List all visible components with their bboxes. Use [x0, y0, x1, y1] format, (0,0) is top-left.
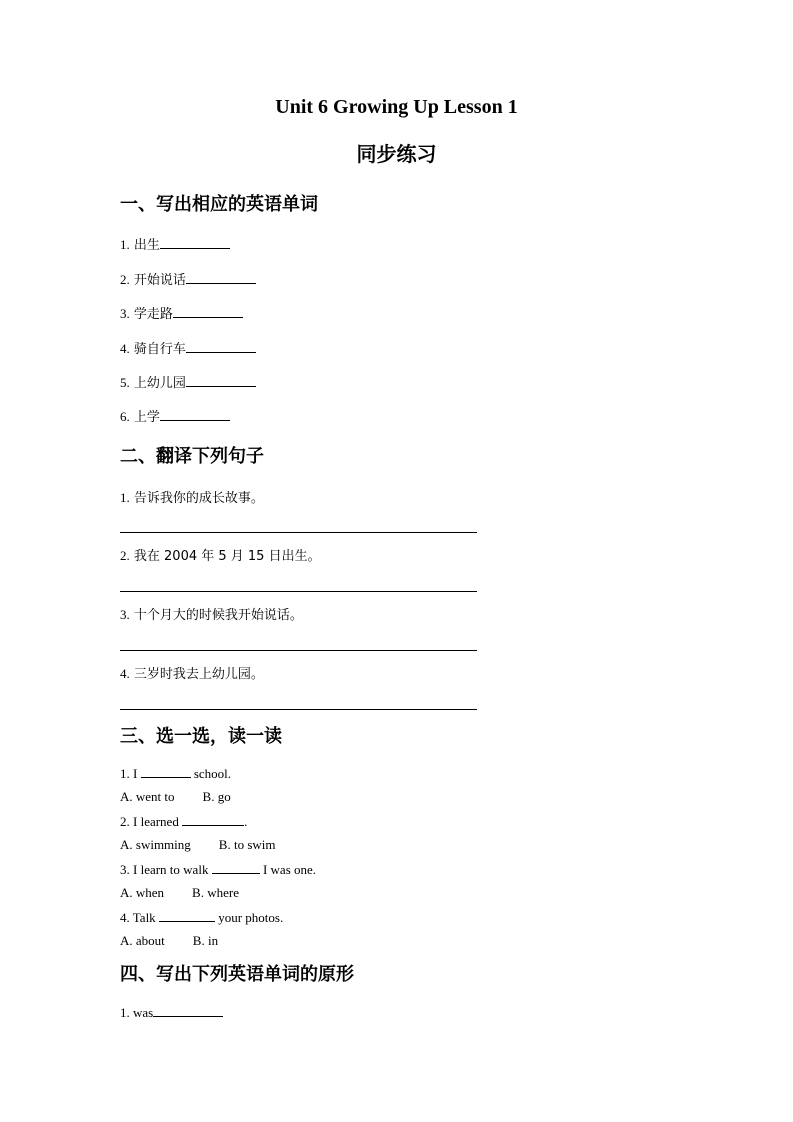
page-title: Unit 6 Growing Up Lesson 1 — [275, 96, 518, 118]
section4-heading: 四、写出下列英语单词的原形 — [120, 964, 354, 985]
answer-blank[interactable] — [160, 408, 230, 421]
list-item: 1. 出生 — [120, 234, 230, 253]
answer-blank[interactable] — [186, 374, 256, 387]
list-item: 4. 骑自行车 — [120, 338, 256, 357]
answer-line[interactable] — [120, 650, 477, 651]
question: 1. I school. — [120, 766, 232, 781]
section3-heading: 三、选一选，读一读 — [120, 726, 282, 747]
answer-blank[interactable] — [186, 271, 256, 284]
list-item: 2. 我在 2004 年 5 月 15 日出生。 — [120, 548, 321, 564]
question: 2. I learned . — [120, 814, 248, 829]
answer-blank[interactable] — [160, 236, 230, 249]
section1-heading: 一、写出相应的英语单词 — [120, 194, 318, 215]
options-row: A. when B. where — [120, 885, 239, 900]
question: 3. I learn to walk I was one. — [120, 862, 317, 877]
page-subtitle: 同步练习 — [356, 142, 437, 166]
list-item: 4. 三岁时我去上幼儿园。 — [120, 666, 264, 682]
question: 4. Talk your photos. — [120, 910, 284, 925]
options-row: A. about B. in — [120, 933, 219, 948]
answer-line[interactable] — [120, 532, 477, 533]
options-row: A. swimming B. to swim — [120, 837, 276, 852]
list-item: 6. 上学 — [120, 406, 230, 425]
answer-blank[interactable] — [212, 861, 260, 874]
list-item: 3. 学走路 — [120, 303, 243, 322]
answer-blank[interactable] — [186, 340, 256, 353]
section2-heading: 二、翻译下列句子 — [120, 446, 264, 467]
answer-blank[interactable] — [182, 813, 244, 826]
answer-blank[interactable] — [159, 909, 215, 922]
list-item: 1. 告诉我你的成长故事。 — [120, 490, 264, 506]
answer-blank[interactable] — [153, 1004, 223, 1017]
list-item: 3. 十个月大的时候我开始说话。 — [120, 607, 303, 623]
list-item: 1. was — [120, 1004, 223, 1021]
answer-blank[interactable] — [173, 305, 243, 318]
options-row: A. went to B. go — [120, 789, 231, 804]
list-item: 5. 上幼儿园 — [120, 372, 256, 391]
answer-blank[interactable] — [141, 765, 191, 778]
answer-line[interactable] — [120, 709, 477, 710]
answer-line[interactable] — [120, 591, 477, 592]
list-item: 2. 开始说话 — [120, 269, 256, 288]
